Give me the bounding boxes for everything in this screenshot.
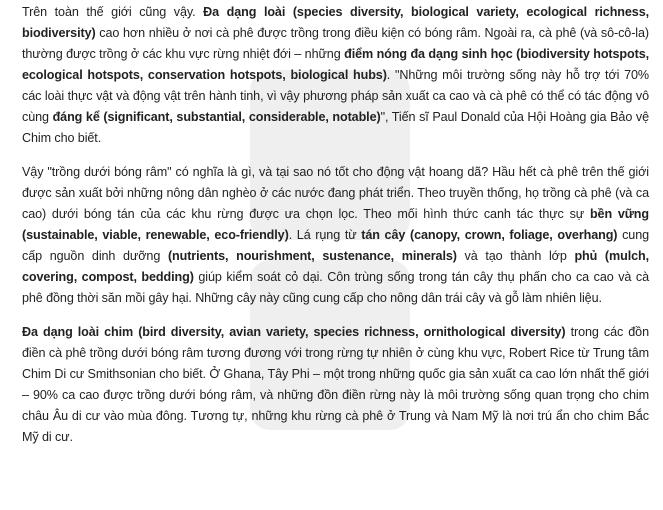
highlight-term: Đa dạng loài chim (bird diversity, avian variety, species richness, ornithological diversity): [22, 325, 566, 339]
highlight-term: bền vững (sustainable, viable, renewable, eco-friendly): [22, 207, 649, 242]
paragraph-species-diversity: [22, 2, 649, 149]
text: Vậy "trồng dưới bóng râm" có nghĩa là gì, và tại sao nó tốt cho động vật hoang dã? Hầu hết cà phê trên thế giới được sản xuất bởi những nông dân nghèo ở các nước đang phát triển. Theo truyền thống, họ trồng cà phê (và ca cao) dưới bóng tán của các khu rừng được ưa chọn lọc. Theo mối hình thức canh tác thực sự: [22, 165, 649, 221]
text: giúp kiểm soát cỏ dại. Côn trùng sống trong tán cây thụ phấn cho ca cao và cà phê đồng thời săn mồi gây hại. Những cây này cũng cung cấp cho nông dân trái cây và gỗ làm nhiên liệu.: [22, 270, 649, 305]
text: cao hơn nhiều ở nơi cà phê được trồng trong điều kiện có bóng râm. Ngoài ra, cà phê (và sô-cô-la) thường được trồng ở các khu vực rừng nhiệt đới – những: [22, 26, 649, 61]
highlight-term: phủ (mulch, covering, compost, bedding): [22, 249, 649, 284]
text: . "Những môi trường sống này hỗ trợ tới 70% các loài thực vật và động vật trên hành tinh, vì vậy phương pháp sản xuất ca cao và cà phê có thể có tác động vô cùng: [22, 68, 649, 124]
text: trong các đồn điền cà phê trồng dưới bóng râm tương đương với trong rừng tự nhiên ở cùng khu vực, Robert Rice từ Trung tâm Chim Di cư Smithsonian cho biết. Ở Ghana, Tây Phi – một trong những quốc gia sản xuất ca cao lớn nhất thế giới – 90% ca cao được trồng dưới bóng râm, và những đồn điền rừng này là môi trường sống quan trọng cho chim châu Âu di cư vào mùa đông. Tương tự, những khu rừng cà phê ở Trung và Nam Mỹ là nơi trú ẩn cho chim Bắc Mỹ di cư.: [22, 325, 649, 444]
text: cung cấp nguồn dinh dưỡng: [22, 228, 650, 263]
highlight-term: (nutrients, nourishment, sustenance, minerals): [167, 249, 457, 263]
highlight-term: tán cây (canopy, crown, foliage, overhang): [361, 228, 618, 242]
highlight-term: đáng kể (significant, substantial, considerable, notable): [52, 110, 381, 124]
text: . Lá rụng từ: [288, 228, 362, 242]
highlight-term: điểm nóng đa dạng sinh học (biodiversity hotspots, ecological hotspots, conservation hotspots, biological hubs): [22, 47, 649, 82]
text: và tạo thành lớp: [456, 249, 575, 263]
highlight-term: Đa dạng loài (species diversity, biological variety, ecological richness, biodiversity): [22, 5, 649, 40]
text: ", Tiến sĩ Paul Donald của Hội Hoàng gia Bảo vệ Chim cho biết.: [22, 110, 649, 145]
paragraph-bird-diversity: [22, 322, 649, 448]
text: Trên toàn thế giới cũng vậy.: [22, 5, 204, 19]
paragraph-shade-grown: [22, 162, 649, 309]
